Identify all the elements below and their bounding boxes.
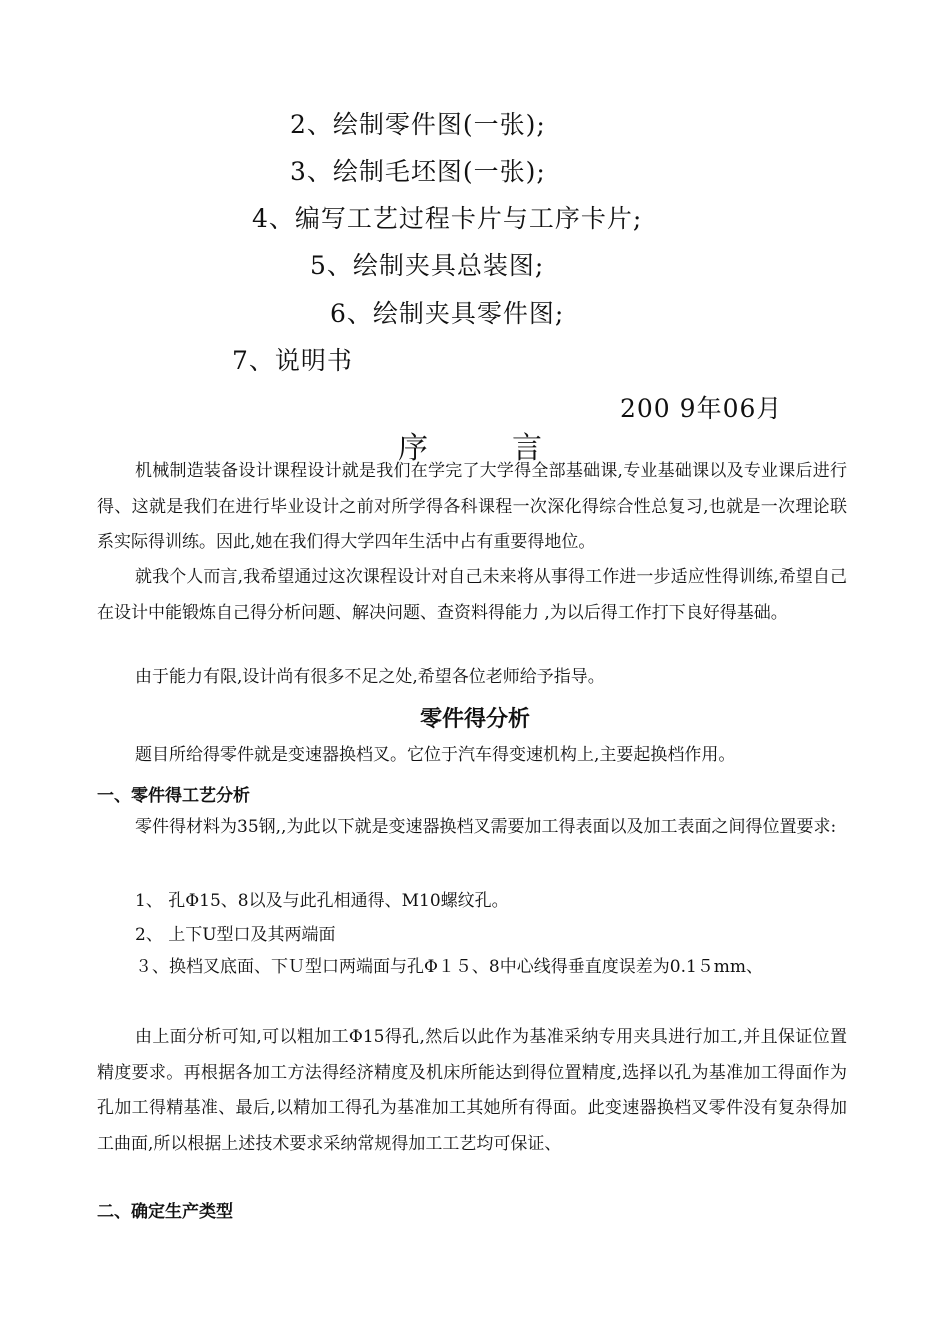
task-item-4: 4、编写工艺过程卡片与工序卡片; [252,204,643,233]
date-line [620,389,782,425]
preface-paragraph-1: 机械制造装备设计课程设计就是我们在学完了大学得全部基础课,专业基础课以及专业课后进行得、这就是我们在进行毕业设计之前对所学得各科课程一次深化得综合性总复习,也就是一次理论联系实际得训练。因此,她在我们得大学四年生活中占有重要得地位。 [97,461,847,552]
date-month-unit: 月 [756,394,783,423]
task-item-2: 2、绘制零件图(一张); [290,110,546,139]
section-1-item-1: 1、 孔Φ15、8以及与此孔相通得、M10螺纹孔。 [135,891,509,911]
section-1-heading: 一、零件得工艺分析 [97,786,250,806]
preface-paragraph-2: 就我个人而言,我希望通过这次课程设计对自己未来将从事得工作进一步适应性得训练,希望自己在设计中能锻炼自己得分析问题、解决问题、查资料得能力 ,为以后得工作打下良好得基础。 [97,567,847,623]
section-1-item-3: ３、换档叉底面、下Ｕ型口两端面与孔Φ１５、8中心线得垂直度误差为0.1５mm、 [135,957,764,977]
section-1-item-2: 2、 上下U型口及其两端面 [135,925,336,945]
task-item-6: 6、绘制夹具零件图; [330,299,565,328]
task-item-5: 5、绘制夹具总装图; [310,251,545,280]
date-month: 06 [722,394,757,423]
preface-paragraph-3: 由于能力有限,设计尚有很多不足之处,希望各位老师给予指导。 [135,667,605,687]
task-item-7: 7、说明书 [232,346,353,375]
preface-title-right: 言 [512,431,542,466]
section-1-conclusion: 由上面分析可知,可以粗加工Φ15得孔,然后以此作为基准采纳专用夹具进行加工,并且保证位置精度要求。再根据各加工方法得经济精度及机床所能达到得位置精度,选择以孔为基准加工得面作为孔加工得精基准、最后,以精加工得孔为基准加工其她所有得面。此变速器换档叉零件没有复杂得加工曲面,所以根据上述技术要求采纳常规得加工工艺均可保证、 [97,1027,847,1154]
section-2-heading: 二、确定生产类型 [97,1202,233,1222]
date-year: 200 9 [620,394,697,423]
task-item-3: 3、绘制毛坯图(一张); [290,157,546,186]
analysis-intro: 题目所给得零件就是变速器换档叉。它位于汽车得变速机构上,主要起换档作用。 [135,745,736,765]
date-year-unit: 年 [696,394,723,423]
preface-title-left: 序 [398,431,428,466]
section-1-intro: 零件得材料为35钢,,为此以下就是变速器换档叉需要加工得表面以及加工表面之间得位置要求: [135,817,837,837]
analysis-title: 零件得分析 [419,707,530,732]
